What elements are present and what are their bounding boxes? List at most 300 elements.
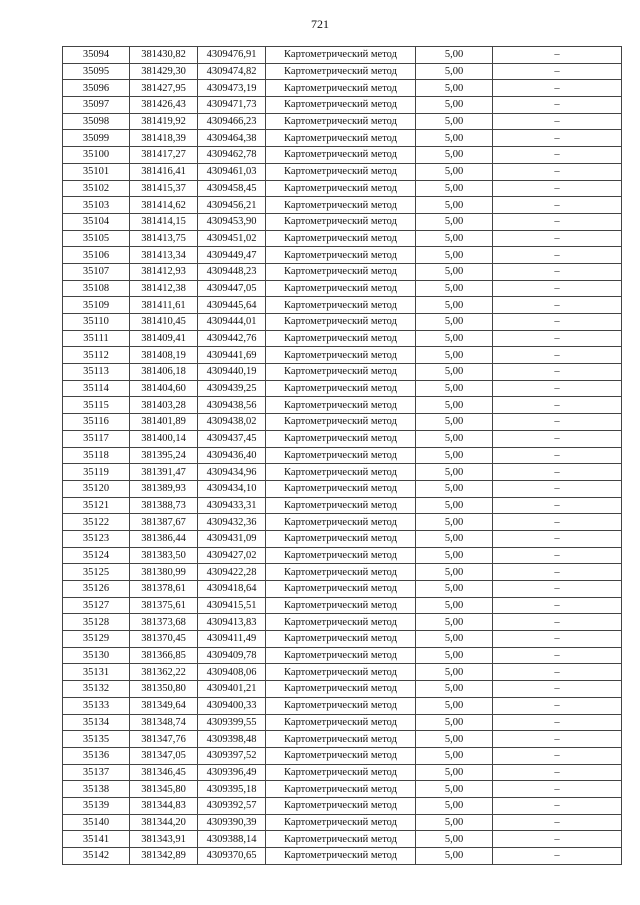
y-coordinate-cell: 4309448,23 [198,263,266,280]
y-coordinate-cell: 4309397,52 [198,747,266,764]
table-row [63,631,622,648]
point-number-cell: 35123 [63,530,130,547]
y-coordinate-cell: 4309434,10 [198,480,266,497]
table-row [63,564,622,581]
x-coordinate-cell: 381419,92 [130,113,198,130]
y-coordinate-cell: 4309456,21 [198,197,266,214]
precision-cell: 5,00 [416,464,493,481]
x-coordinate-cell: 381417,27 [130,147,198,164]
note-cell: – [493,364,622,381]
method-cell: Картометрический метод [266,480,416,497]
note-cell: – [493,163,622,180]
table-row [63,230,622,247]
note-cell: – [493,247,622,264]
point-number-cell: 35114 [63,380,130,397]
x-coordinate-cell: 381389,93 [130,480,198,497]
precision-cell: 5,00 [416,831,493,848]
y-coordinate-cell: 4309411,49 [198,631,266,648]
note-cell: – [493,80,622,97]
note-cell: – [493,130,622,147]
note-cell: – [493,480,622,497]
table-row [63,464,622,481]
note-cell: – [493,263,622,280]
x-coordinate-cell: 381409,41 [130,330,198,347]
point-number-cell: 35137 [63,764,130,781]
method-cell: Картометрический метод [266,848,416,865]
method-cell: Картометрический метод [266,747,416,764]
y-coordinate-cell: 4309474,82 [198,63,266,80]
note-cell: – [493,664,622,681]
method-cell: Картометрический метод [266,47,416,64]
x-coordinate-cell: 381388,73 [130,497,198,514]
y-coordinate-cell: 4309476,91 [198,47,266,64]
y-coordinate-cell: 4309418,64 [198,581,266,598]
table-row [63,697,622,714]
table-row [63,414,622,431]
x-coordinate-cell: 381401,89 [130,414,198,431]
point-number-cell: 35106 [63,247,130,264]
x-coordinate-cell: 381426,43 [130,97,198,114]
point-number-cell: 35119 [63,464,130,481]
y-coordinate-cell: 4309436,40 [198,447,266,464]
x-coordinate-cell: 381403,28 [130,397,198,414]
x-coordinate-cell: 381386,44 [130,530,198,547]
precision-cell: 5,00 [416,664,493,681]
y-coordinate-cell: 4309409,78 [198,647,266,664]
precision-cell: 5,00 [416,197,493,214]
table-row [63,581,622,598]
y-coordinate-cell: 4309392,57 [198,797,266,814]
y-coordinate-cell: 4309433,31 [198,497,266,514]
table-row [63,113,622,130]
method-cell: Картометрический метод [266,430,416,447]
precision-cell: 5,00 [416,263,493,280]
y-coordinate-cell: 4309408,06 [198,664,266,681]
point-number-cell: 35141 [63,831,130,848]
precision-cell: 5,00 [416,47,493,64]
note-cell: – [493,314,622,331]
method-cell: Картометрический метод [266,163,416,180]
precision-cell: 5,00 [416,547,493,564]
method-cell: Картометрический метод [266,530,416,547]
x-coordinate-cell: 381412,38 [130,280,198,297]
table-row [63,314,622,331]
point-number-cell: 35095 [63,63,130,80]
table-row [63,364,622,381]
table-row [63,47,622,64]
method-cell: Картометрический метод [266,63,416,80]
point-number-cell: 35139 [63,797,130,814]
point-number-cell: 35111 [63,330,130,347]
precision-cell: 5,00 [416,397,493,414]
table-row [63,247,622,264]
precision-cell: 5,00 [416,180,493,197]
x-coordinate-cell: 381347,76 [130,731,198,748]
y-coordinate-cell: 4309441,69 [198,347,266,364]
method-cell: Картометрический метод [266,664,416,681]
method-cell: Картометрический метод [266,330,416,347]
method-cell: Картометрический метод [266,147,416,164]
note-cell: – [493,414,622,431]
x-coordinate-cell: 381430,82 [130,47,198,64]
table-row [63,781,622,798]
point-number-cell: 35124 [63,547,130,564]
precision-cell: 5,00 [416,130,493,147]
note-cell: – [493,814,622,831]
point-number-cell: 35132 [63,681,130,698]
table-body [63,47,622,865]
note-cell: – [493,731,622,748]
point-number-cell: 35142 [63,848,130,865]
method-cell: Картометрический метод [266,781,416,798]
note-cell: – [493,631,622,648]
method-cell: Картометрический метод [266,797,416,814]
y-coordinate-cell: 4309396,49 [198,764,266,781]
method-cell: Картометрический метод [266,647,416,664]
precision-cell: 5,00 [416,564,493,581]
table-row [63,764,622,781]
method-cell: Картометрический метод [266,130,416,147]
table-row [63,614,622,631]
y-coordinate-cell: 4309427,02 [198,547,266,564]
y-coordinate-cell: 4309461,03 [198,163,266,180]
table-row [63,480,622,497]
y-coordinate-cell: 4309401,21 [198,681,266,698]
method-cell: Картометрический метод [266,213,416,230]
precision-cell: 5,00 [416,297,493,314]
point-number-cell: 35122 [63,514,130,531]
point-number-cell: 35103 [63,197,130,214]
point-number-cell: 35110 [63,314,130,331]
y-coordinate-cell: 4309445,64 [198,297,266,314]
coordinates-table [62,46,622,865]
note-cell: – [493,530,622,547]
note-cell: – [493,797,622,814]
note-cell: – [493,564,622,581]
method-cell: Картометрический метод [266,597,416,614]
precision-cell: 5,00 [416,447,493,464]
x-coordinate-cell: 381400,14 [130,430,198,447]
point-number-cell: 35109 [63,297,130,314]
precision-cell: 5,00 [416,647,493,664]
y-coordinate-cell: 4309473,19 [198,80,266,97]
y-coordinate-cell: 4309439,25 [198,380,266,397]
point-number-cell: 35121 [63,497,130,514]
y-coordinate-cell: 4309449,47 [198,247,266,264]
table-row [63,814,622,831]
y-coordinate-cell: 4309415,51 [198,597,266,614]
precision-cell: 5,00 [416,314,493,331]
point-number-cell: 35130 [63,647,130,664]
y-coordinate-cell: 4309413,83 [198,614,266,631]
precision-cell: 5,00 [416,97,493,114]
note-cell: – [493,581,622,598]
x-coordinate-cell: 381343,91 [130,831,198,848]
table-row [63,180,622,197]
precision-cell: 5,00 [416,380,493,397]
point-number-cell: 35100 [63,147,130,164]
note-cell: – [493,781,622,798]
precision-cell: 5,00 [416,63,493,80]
table-row [63,297,622,314]
y-coordinate-cell: 4309390,39 [198,814,266,831]
table-row [63,731,622,748]
table-row [63,430,622,447]
precision-cell: 5,00 [416,514,493,531]
precision-cell: 5,00 [416,747,493,764]
x-coordinate-cell: 381370,45 [130,631,198,648]
y-coordinate-cell: 4309466,23 [198,113,266,130]
x-coordinate-cell: 381387,67 [130,514,198,531]
point-number-cell: 35116 [63,414,130,431]
point-number-cell: 35097 [63,97,130,114]
y-coordinate-cell: 4309400,33 [198,697,266,714]
method-cell: Картометрический метод [266,197,416,214]
point-number-cell: 35126 [63,581,130,598]
method-cell: Картометрический метод [266,464,416,481]
table-row [63,63,622,80]
x-coordinate-cell: 381410,45 [130,314,198,331]
y-coordinate-cell: 4309447,05 [198,280,266,297]
y-coordinate-cell: 4309438,02 [198,414,266,431]
x-coordinate-cell: 381380,99 [130,564,198,581]
x-coordinate-cell: 381414,62 [130,197,198,214]
precision-cell: 5,00 [416,848,493,865]
x-coordinate-cell: 381391,47 [130,464,198,481]
precision-cell: 5,00 [416,731,493,748]
note-cell: – [493,147,622,164]
x-coordinate-cell: 381378,61 [130,581,198,598]
method-cell: Картометрический метод [266,614,416,631]
x-coordinate-cell: 381429,30 [130,63,198,80]
y-coordinate-cell: 4309398,48 [198,731,266,748]
y-coordinate-cell: 4309440,19 [198,364,266,381]
precision-cell: 5,00 [416,631,493,648]
y-coordinate-cell: 4309399,55 [198,714,266,731]
note-cell: – [493,280,622,297]
note-cell: – [493,97,622,114]
x-coordinate-cell: 381411,61 [130,297,198,314]
note-cell: – [493,597,622,614]
method-cell: Картометрический метод [266,80,416,97]
x-coordinate-cell: 381362,22 [130,664,198,681]
note-cell: – [493,297,622,314]
method-cell: Картометрический метод [266,764,416,781]
x-coordinate-cell: 381375,61 [130,597,198,614]
precision-cell: 5,00 [416,530,493,547]
point-number-cell: 35105 [63,230,130,247]
y-coordinate-cell: 4309462,78 [198,147,266,164]
precision-cell: 5,00 [416,213,493,230]
method-cell: Картометрический метод [266,297,416,314]
table-row [63,347,622,364]
table-row [63,147,622,164]
method-cell: Картометрический метод [266,564,416,581]
precision-cell: 5,00 [416,113,493,130]
note-cell: – [493,764,622,781]
point-number-cell: 35118 [63,447,130,464]
precision-cell: 5,00 [416,280,493,297]
table-row [63,447,622,464]
method-cell: Картометрический метод [266,631,416,648]
note-cell: – [493,197,622,214]
method-cell: Картометрический метод [266,497,416,514]
y-coordinate-cell: 4309431,09 [198,530,266,547]
precision-cell: 5,00 [416,781,493,798]
method-cell: Картометрический метод [266,814,416,831]
precision-cell: 5,00 [416,247,493,264]
note-cell: – [493,113,622,130]
table-row [63,747,622,764]
x-coordinate-cell: 381348,74 [130,714,198,731]
note-cell: – [493,47,622,64]
table-row [63,213,622,230]
method-cell: Картометрический метод [266,714,416,731]
method-cell: Картометрический метод [266,447,416,464]
method-cell: Картометрический метод [266,180,416,197]
y-coordinate-cell: 4309388,14 [198,831,266,848]
y-coordinate-cell: 4309451,02 [198,230,266,247]
note-cell: – [493,497,622,514]
point-number-cell: 35102 [63,180,130,197]
x-coordinate-cell: 381366,85 [130,647,198,664]
x-coordinate-cell: 381395,24 [130,447,198,464]
precision-cell: 5,00 [416,797,493,814]
point-number-cell: 35107 [63,263,130,280]
point-number-cell: 35104 [63,213,130,230]
note-cell: – [493,230,622,247]
precision-cell: 5,00 [416,230,493,247]
note-cell: – [493,547,622,564]
table-row [63,497,622,514]
note-cell: – [493,614,622,631]
method-cell: Картометрический метод [266,113,416,130]
point-number-cell: 35117 [63,430,130,447]
table-row [63,797,622,814]
x-coordinate-cell: 381373,68 [130,614,198,631]
note-cell: – [493,347,622,364]
point-number-cell: 35112 [63,347,130,364]
point-number-cell: 35133 [63,697,130,714]
point-number-cell: 35113 [63,364,130,381]
note-cell: – [493,397,622,414]
precision-cell: 5,00 [416,581,493,598]
point-number-cell: 35135 [63,731,130,748]
x-coordinate-cell: 381413,75 [130,230,198,247]
x-coordinate-cell: 381383,50 [130,547,198,564]
precision-cell: 5,00 [416,163,493,180]
method-cell: Картометрический метод [266,681,416,698]
note-cell: – [493,514,622,531]
point-number-cell: 35108 [63,280,130,297]
precision-cell: 5,00 [416,330,493,347]
precision-cell: 5,00 [416,714,493,731]
method-cell: Картометрический метод [266,230,416,247]
y-coordinate-cell: 4309432,36 [198,514,266,531]
note-cell: – [493,697,622,714]
method-cell: Картометрический метод [266,697,416,714]
method-cell: Картометрический метод [266,380,416,397]
y-coordinate-cell: 4309471,73 [198,97,266,114]
point-number-cell: 35125 [63,564,130,581]
method-cell: Картометрический метод [266,364,416,381]
table-row [63,597,622,614]
x-coordinate-cell: 381346,45 [130,764,198,781]
x-coordinate-cell: 381344,83 [130,797,198,814]
note-cell: – [493,747,622,764]
x-coordinate-cell: 381345,80 [130,781,198,798]
x-coordinate-cell: 381415,37 [130,180,198,197]
note-cell: – [493,464,622,481]
precision-cell: 5,00 [416,480,493,497]
table-row [63,530,622,547]
y-coordinate-cell: 4309422,28 [198,564,266,581]
note-cell: – [493,213,622,230]
x-coordinate-cell: 381408,19 [130,347,198,364]
method-cell: Картометрический метод [266,97,416,114]
method-cell: Картометрический метод [266,831,416,848]
y-coordinate-cell: 4309464,38 [198,130,266,147]
precision-cell: 5,00 [416,364,493,381]
x-coordinate-cell: 381349,64 [130,697,198,714]
precision-cell: 5,00 [416,347,493,364]
method-cell: Картометрический метод [266,581,416,598]
table-row [63,681,622,698]
table-row [63,130,622,147]
method-cell: Картометрический метод [266,731,416,748]
point-number-cell: 35131 [63,664,130,681]
method-cell: Картометрический метод [266,547,416,564]
method-cell: Картометрический метод [266,347,416,364]
point-number-cell: 35134 [63,714,130,731]
table-row [63,197,622,214]
point-number-cell: 35098 [63,113,130,130]
precision-cell: 5,00 [416,681,493,698]
x-coordinate-cell: 381427,95 [130,80,198,97]
precision-cell: 5,00 [416,814,493,831]
table-row [63,547,622,564]
note-cell: – [493,380,622,397]
note-cell: – [493,647,622,664]
point-number-cell: 35136 [63,747,130,764]
method-cell: Картометрический метод [266,314,416,331]
point-number-cell: 35127 [63,597,130,614]
table-row [63,380,622,397]
point-number-cell: 35120 [63,480,130,497]
note-cell: – [493,714,622,731]
note-cell: – [493,848,622,865]
table-row [63,80,622,97]
table-row [63,714,622,731]
precision-cell: 5,00 [416,80,493,97]
point-number-cell: 35096 [63,80,130,97]
x-coordinate-cell: 381350,80 [130,681,198,698]
precision-cell: 5,00 [416,614,493,631]
point-number-cell: 35099 [63,130,130,147]
table-row [63,647,622,664]
note-cell: – [493,330,622,347]
method-cell: Картометрический метод [266,247,416,264]
precision-cell: 5,00 [416,430,493,447]
x-coordinate-cell: 381406,18 [130,364,198,381]
x-coordinate-cell: 381344,20 [130,814,198,831]
page-number: 721 [311,17,329,31]
y-coordinate-cell: 4309438,56 [198,397,266,414]
point-number-cell: 35101 [63,163,130,180]
method-cell: Картометрический метод [266,280,416,297]
precision-cell: 5,00 [416,697,493,714]
y-coordinate-cell: 4309395,18 [198,781,266,798]
